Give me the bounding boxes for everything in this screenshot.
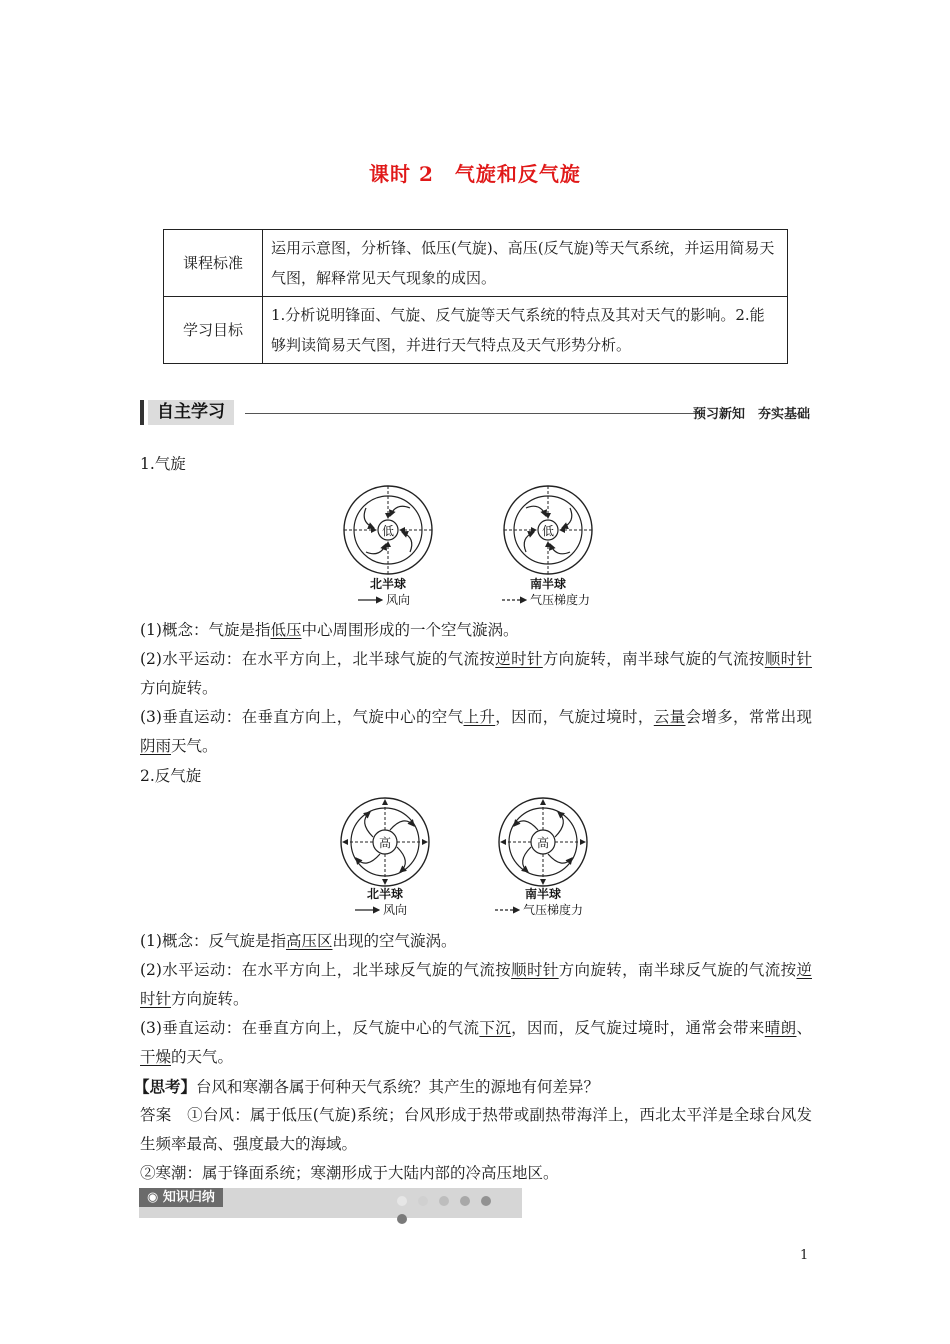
- anticyclone-right-caption: 南半球: [524, 887, 562, 901]
- anticyclone-left-caption: 北半球: [366, 887, 404, 901]
- page-number: 1: [800, 1248, 809, 1263]
- decorative-dots: [397, 1192, 522, 1228]
- section-header-subtitle: 预习新知 夯实基础: [692, 407, 810, 422]
- think-tag: 【思考】: [134, 1077, 197, 1096]
- section-header-label: 自主学习: [148, 400, 234, 425]
- table-row: [164, 230, 788, 297]
- answer-cold-wave: ②寒潮：属于锋面系统；寒潮形成于大陆内部的冷高压地区。: [140, 1164, 559, 1182]
- think-question: 【思考】台风和寒潮各属于何种天气系统？其产生的源地有何差异？: [134, 1077, 600, 1096]
- answer-typhoon: 答案 ①台风：属于低压(气旋)系统；台风形成于热带或副热带海洋上，西北太平洋是全球台风发生频率最高、强度最大的海域。: [140, 1106, 812, 1153]
- anticyclone-southern-figure: [495, 798, 587, 917]
- cyclone-left-caption: 北半球: [369, 577, 407, 591]
- table-row: [164, 297, 788, 364]
- cyclone-center-label: 低: [381, 524, 395, 538]
- knowledge-summary-bar: [139, 1188, 522, 1218]
- cyclone-vertical: (3)垂直运动：在垂直方向上，气旋中心的空气上升，因而，气旋过境时，云量会增多，常常出现阴雨天气。: [140, 708, 812, 755]
- table-row-content: 1.分析说明锋面、气旋、反气旋等天气系统的特点及其对天气的影响。2.能够判读简易天气图，并进行天气特点及天气形势分析。: [263, 297, 788, 364]
- anticyclone-vertical: (3)垂直运动：在垂直方向上，反气旋中心的气流下沉，因而，反气旋过境时，通常会带来晴朗、干燥的天气。: [140, 1019, 812, 1066]
- cyclone-legend-dashed: 气压梯度力: [530, 593, 591, 607]
- table-row-label: 课程标准: [164, 230, 263, 297]
- page-title: 课时 2 气旋和反气旋: [369, 162, 581, 186]
- anticyclone-northern-figure: [341, 798, 429, 917]
- standards-table: [163, 229, 788, 364]
- anticyclone-heading: 2.反气旋: [140, 767, 202, 785]
- cyclone-right-caption: 南半球: [529, 577, 567, 591]
- cyclone-heading: 1.气旋: [140, 455, 186, 473]
- section-header-rule: [245, 413, 705, 414]
- cyclone-center-label-south: 低: [541, 524, 555, 538]
- anticyclone-center-label: 高: [378, 836, 392, 850]
- cyclone-horizontal: (2)水平运动：在水平方向上，北半球气旋的气流按逆时针方向旋转，南半球气旋的气流按顺时针方向旋转。: [140, 650, 812, 697]
- anticyclone-concept: (1)概念：反气旋是指高压区出现的空气漩涡。: [140, 932, 457, 950]
- anticyclone-diagram: [330, 792, 630, 924]
- table-row-content: 运用示意图，分析锋、低压(气旋)、高压(反气旋)等天气系统，并运用简易天气图，解释常见天气现象的成因。: [263, 230, 788, 297]
- cyclone-northern-figure: [344, 486, 432, 607]
- cyclone-concept: (1)概念：气旋是指低压中心周围形成的一个空气漩涡。: [140, 621, 519, 639]
- section-header: [140, 398, 810, 428]
- cyclone-diagram: [330, 478, 630, 610]
- cyclone-southern-figure: [502, 486, 592, 607]
- anticyclone-legend-solid: 风向: [383, 903, 408, 917]
- anticyclone-legend-dashed: 气压梯度力: [523, 903, 584, 917]
- anticyclone-center-label-south: 高: [536, 836, 550, 850]
- table-row-label: 学习目标: [164, 297, 263, 364]
- section-header-edge: [140, 400, 144, 425]
- anticyclone-horizontal: (2)水平运动：在水平方向上，北半球反气旋的气流按顺时针方向旋转，南半球反气旋的气流按逆时针方向旋转。: [140, 961, 812, 1008]
- knowledge-summary-label: ◉ 知识归纳: [139, 1188, 223, 1207]
- cyclone-legend-solid: 风向: [386, 593, 411, 607]
